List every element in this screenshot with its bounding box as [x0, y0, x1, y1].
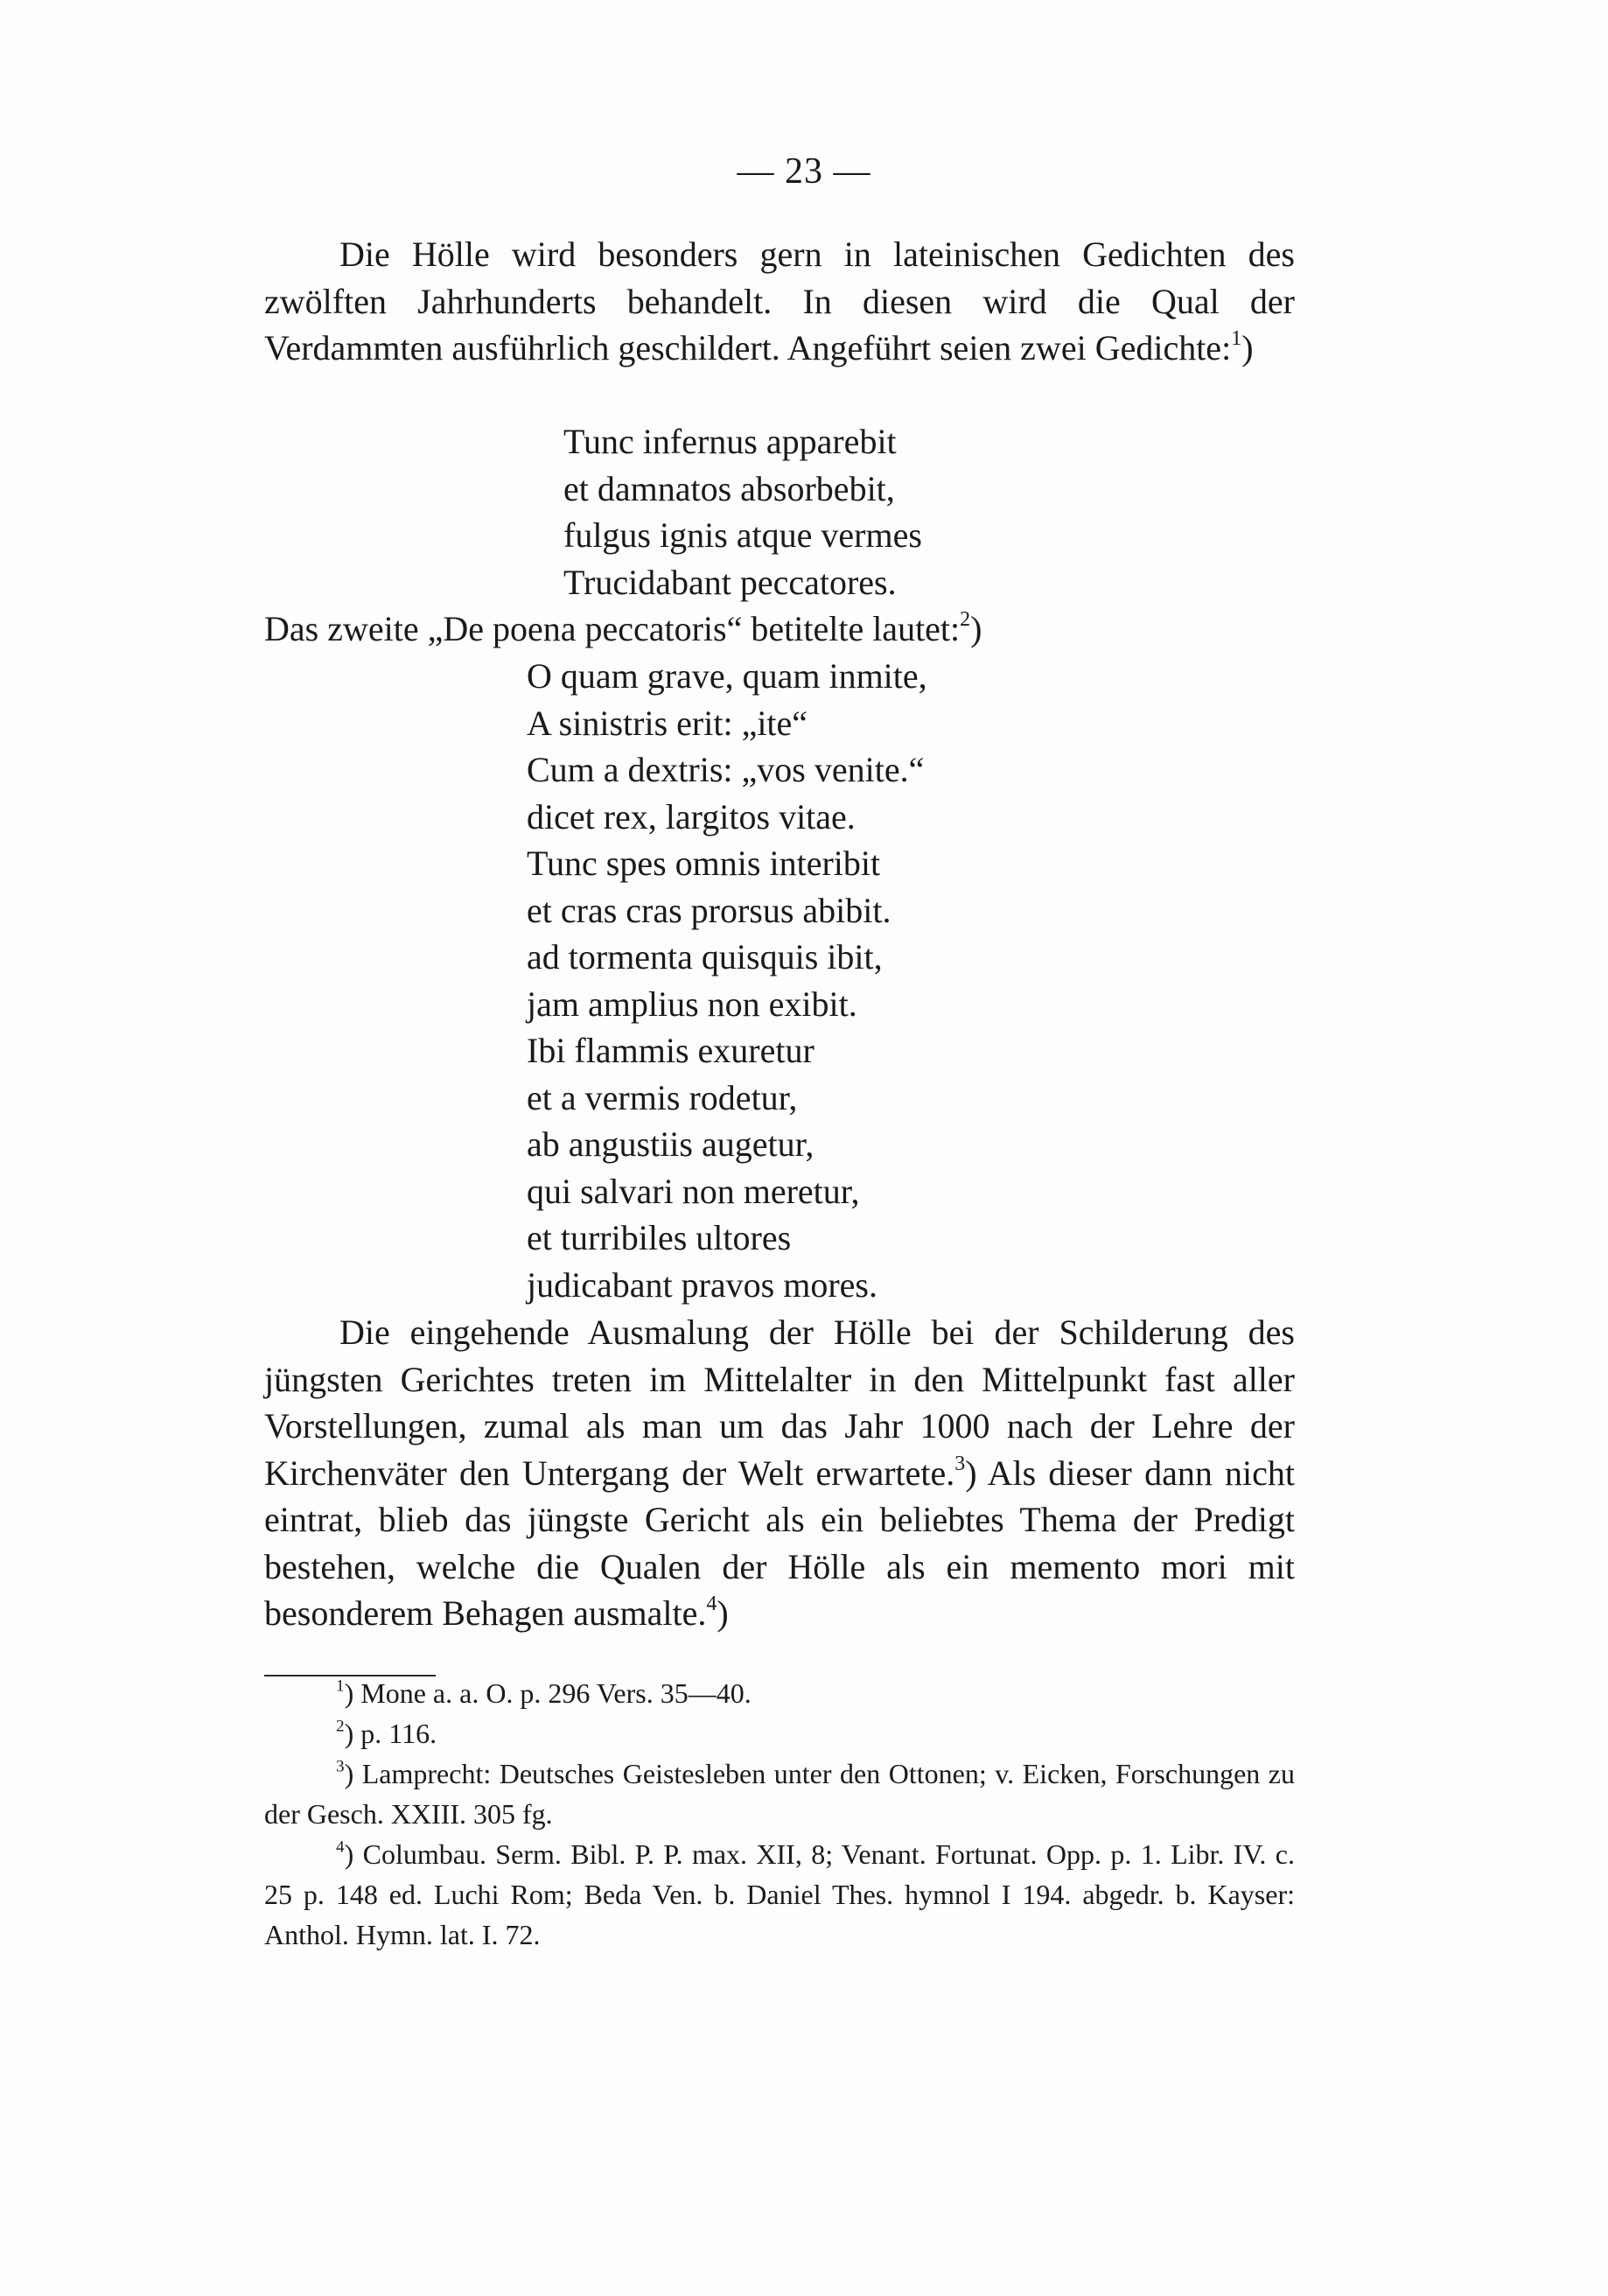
- poem-line: fulgus ignis atque vermes: [563, 515, 922, 555]
- poem-line: O quam grave, quam inmite,: [527, 656, 927, 696]
- footnote-4: $^4$) Columbau. Serm. Bibl. P. P. max. XII, 8; Venant. Fortunat. Opp. p. 1. Libr. IV. c. 25 p. 148 ed. Luchi Rom; Beda Ven. b. Daniel Thes. hymnol I 194. abgedr. b. Kayser: Anthol. Hymn. lat. I. 72.: [264, 1838, 1295, 1950]
- footnote-ref-1[interactable]: 1: [1231, 327, 1242, 351]
- paragraph-hell-latin-poems: Die Hölle wird besonders gern in lateinischen Gedichten des zwölften Jahrhunderts behandelt. In diesen wird die Qual der Verdammten ausführlich geschildert. Angeführt seien zwei Gedichte:$^1$): [264, 234, 1295, 368]
- poem-line: Trucidabant peccatores.: [563, 562, 897, 602]
- poem-line: A sinistris erit: „ite“: [527, 703, 808, 743]
- footnote-ref-4[interactable]: 4: [706, 1592, 717, 1616]
- poem-second-intro: Das zweite „De poena peccatoris“ betitelte lautet:$^2$): [264, 608, 982, 648]
- poem-line: judicabant pravos mores.: [527, 1264, 877, 1305]
- poem-line: dicet rex, largitos vitae.: [527, 796, 856, 836]
- poem-line: ad tormenta quisquis ibit,: [527, 937, 883, 976]
- footnote-ref-3[interactable]: 3: [954, 1452, 966, 1475]
- poem-line: Ibi flammis exuretur: [527, 1031, 814, 1070]
- paragraph-text: Die Hölle wird besonders gern in lateinischen Gedichten des zwölften Jahrhunderts behandelt. In diesen wird die Qual der Verdammten ausführlich geschildert. Angeführt seien zwei Gedichte:: [264, 234, 1295, 368]
- footnote-2: $^2$) p. 116.: [336, 1717, 437, 1749]
- footnote-mark: 3: [336, 1757, 345, 1776]
- poem-line: et cras cras prorsus abibit.: [527, 890, 891, 930]
- poem-line: Tunc spes omnis interibit: [527, 844, 881, 883]
- paragraph-last-judgment: Die eingehende Ausmalung der Hölle bei der Schilderung des jüngsten Gerichtes treten im Mittelalter in den Mittelpunkt fast aller Vorstellungen, zumal als man um das Jahr 1000 nach der Lehre der Kirchenväter den Untergang der Welt erwartete.$^3$) Als dieser dann nicht eintrat, blieb das jüngste Gericht als ein beliebtes Thema der Predigt bestehen, welche die Qualen der Hölle als ein memento mori mit besonderem Behagen ausmalte.$^4$): [264, 1312, 1296, 1633]
- poem-line: qui salvari non meretur,: [527, 1171, 860, 1211]
- poem-line: jam amplius non exibit.: [527, 984, 857, 1024]
- footnote-ref-2[interactable]: 2: [960, 608, 971, 632]
- footnote-1: $^1$) Mone a. a. O. p. 296 Vers. 35—40.: [336, 1676, 752, 1709]
- poem-line: et turribiles ultores: [527, 1218, 792, 1257]
- paragraph-text: Die eingehende Ausmalung der Hölle bei der Schilderung des jüngsten Gerichtes treten im Mittelalter in den Mittelpunkt fast aller Vorstellungen, zumal als man um das Jahr 1000 nach der Lehre der Kirchenväter den Untergang der Welt erwartete.: [264, 1312, 1295, 1493]
- poem-second: [527, 653, 927, 1308]
- poem-line: Tunc infernus apparebit: [563, 422, 897, 461]
- footnote-mark: 4: [336, 1838, 345, 1857]
- poem-line: ab angustiis augetur,: [527, 1124, 814, 1164]
- footnote-3: $^3$) Lamprecht: Deutsches Geistesleben unter den Ottonen; v. Eicken, Forschungen zu der Gesch. XXIII. 305 fg.: [264, 1757, 1295, 1830]
- poem-line: et damnatos absorbebit,: [563, 468, 895, 508]
- page-number: — 23 —: [737, 151, 871, 192]
- footnote-mark: 2: [336, 1717, 345, 1736]
- footnote-mark: 1: [336, 1676, 345, 1696]
- poem-line: et a vermis rodetur,: [527, 1077, 798, 1117]
- poem-line: Cum a dextris: „vos venite.“: [527, 750, 925, 789]
- poem-first: [563, 418, 922, 606]
- footnotes: [264, 1673, 1295, 1955]
